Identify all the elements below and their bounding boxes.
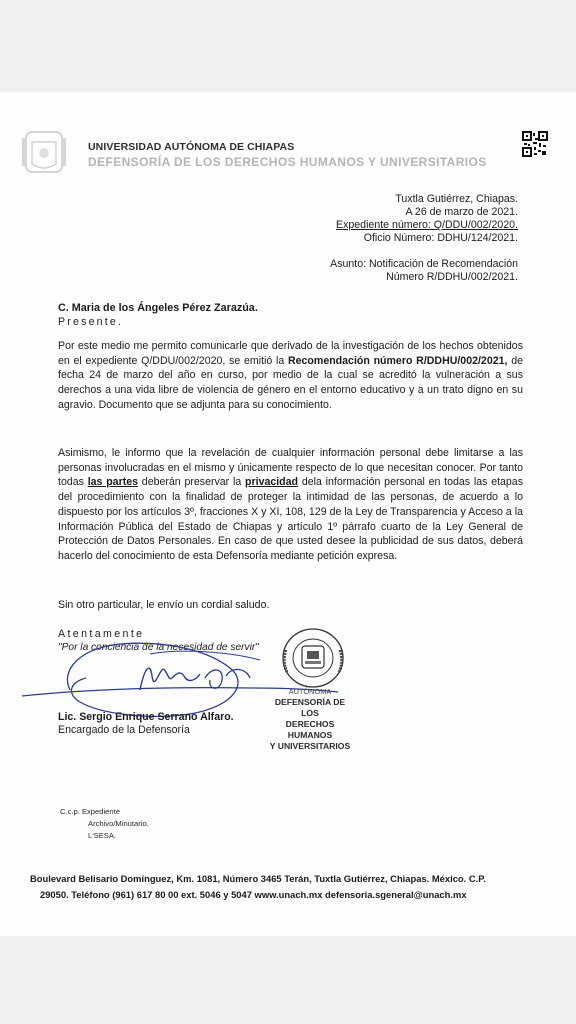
subject-line-2: Número R/DDHU/002/2021. <box>386 271 518 283</box>
stamp-autonoma: AUTÓNOMA <box>288 687 332 696</box>
cc-block <box>60 806 149 842</box>
subject-block <box>330 258 518 284</box>
signer-name: Lic. Sergio Enrique Serrano Alfaro. <box>58 711 234 723</box>
expediente-line: Expediente número: Q/DDU/002/2020. <box>336 219 518 231</box>
stamp-text <box>266 686 354 752</box>
stamp-line-2: DERECHOS HUMANOS <box>285 719 335 740</box>
p2-text-c: dela información personal en todas las etapas del procedimiento con la finalidad de proteger la intimidad de las personas, de acuerdo a lo dispuesto por los artículos 3º, fracciones X y XI, 108, 129 de la Ley de Transparencia y Acceso a la Información Pública del Estado de Chiapas y artículo 1º párrafo cuarto de la Ley General de Protección de Datos Personales. En caso de que usted desee la publicidad de sus datos, deberá hacerlo del conocimiento de esta Defensoría mediante petición expresa. <box>58 476 523 562</box>
p2-text-a: Asimismo, le informo que la revelación de cualquier información personal debe limitarse a las personas involucradas en el mismo y únicamente respecto de lo que necesitan conocer. Por tanto todas <box>58 447 523 489</box>
p2-text-b: deberán preservar la <box>138 476 246 489</box>
stamp-line-1: DEFENSORÍA DE LOS <box>274 697 346 718</box>
university-seal-icon <box>20 128 68 178</box>
official-stamp <box>278 628 348 690</box>
institution-name: UNIVERSIDAD AUTÓNOMA DE CHIAPAS <box>88 141 295 153</box>
recipient-name: C. Maria de los Ángeles Pérez Zarazúa. <box>58 302 258 314</box>
motto-line: "Por la conciencia de la necesidad de servir" <box>58 642 259 653</box>
p1-recommendation: Recomendación número R/DDHU/002/2021, <box>288 354 508 367</box>
cc-line-3: L'SESA. <box>88 831 117 840</box>
cc-line-1: C.c.p. Expediente <box>60 807 120 816</box>
subject-line-1: Asunto: Notificación de Recomendación <box>330 258 518 270</box>
place-line: Tuxtla Gutiérrez, Chiapas. <box>395 193 518 205</box>
top-margin <box>0 0 576 92</box>
paragraph-1 <box>58 339 523 413</box>
paragraph-3: Sin otro particular, le envío un cordial saludo. <box>58 599 270 611</box>
oficio-line: Oficio Número: DDHU/124/2021. <box>363 232 518 244</box>
footer-line-2: 29050. Teléfono (961) 617 80 00 ext. 5046 y 5047 www.unach.mx defensoria.sgeneral@unach.mx <box>40 889 467 900</box>
p1-text-a: Por este medio me permito comunicarle que derivado de la investigación de los hechos obtenidos en el expediente Q/DDU/002/2020, se emitió la <box>58 340 523 367</box>
signer-role: Encargado de la Defensoría <box>58 724 190 736</box>
date-block <box>336 193 518 245</box>
footer-address <box>30 871 536 903</box>
footer-line-1: Boulevard Belisario Domínguez, Km. 1081, Número 3465 Terán, Tuxtla Gutiérrez, Chiapas. México. C.P. <box>30 873 486 884</box>
presente-line: Presente. <box>58 316 124 328</box>
p2-privacidad: privacidad <box>245 476 299 489</box>
atentamente-line: Atentamente <box>58 628 145 640</box>
paragraph-2 <box>58 446 523 564</box>
institution-unit: DEFENSORÍA DE LOS DERECHOS HUMANOS Y UNIVERSITARIOS <box>88 155 487 169</box>
bottom-margin <box>0 936 576 1024</box>
stamp-line-3: Y UNIVERSITARIOS <box>269 741 351 751</box>
p2-las-partes: las partes <box>87 476 139 489</box>
date-line: A 26 de marzo de 2021. <box>405 206 518 218</box>
p1-text-b: de fecha 24 de marzo del año en curso, por medio de la cual se acreditó la vulneración a sus derechos a una vida libre de violencia de género en el entorno educativo y a un trato digno en su agravio. Documento que se adjunta para su conocimiento. <box>58 354 523 411</box>
qr-code-icon <box>522 131 548 157</box>
cc-line-2: Archivo/Minutario. <box>88 819 149 828</box>
